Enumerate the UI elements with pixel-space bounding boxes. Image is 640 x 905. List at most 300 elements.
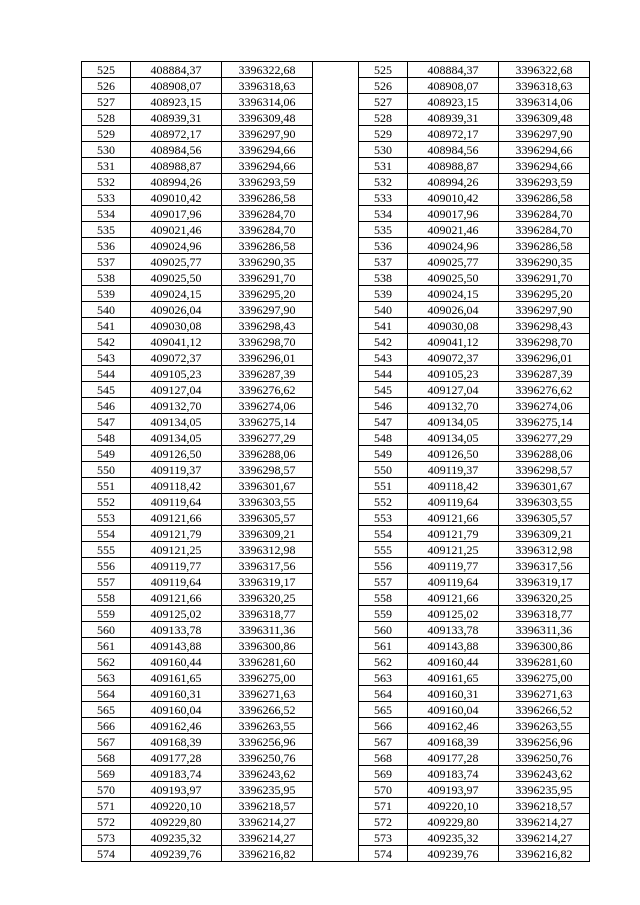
left-point-number-cell: 540: [82, 302, 131, 318]
table-row: [82, 222, 590, 238]
right-point-number-cell: 565: [359, 702, 408, 718]
left-x-coordinate-cell: 409121,79: [131, 526, 222, 542]
left-y-coordinate-cell: 3396256,96: [222, 734, 313, 750]
column-gap-cell: [313, 222, 359, 238]
right-point-number-cell: 567: [359, 734, 408, 750]
left-y-coordinate-cell: 3396317,56: [222, 558, 313, 574]
right-x-coordinate-cell: 409025,50: [408, 270, 499, 286]
left-point-number-cell: 531: [82, 158, 131, 174]
left-point-number-cell: 543: [82, 350, 131, 366]
left-point-number-cell: 572: [82, 814, 131, 830]
right-point-number-cell: 535: [359, 222, 408, 238]
right-point-number-cell: 552: [359, 494, 408, 510]
right-x-coordinate-cell: 408908,07: [408, 78, 499, 94]
left-point-number-cell: 568: [82, 750, 131, 766]
column-gap-cell: [313, 574, 359, 590]
left-x-coordinate-cell: 409134,05: [131, 414, 222, 430]
right-y-coordinate-cell: 3396297,90: [499, 126, 590, 142]
left-y-coordinate-cell: 3396309,48: [222, 110, 313, 126]
left-y-coordinate-cell: 3396275,14: [222, 414, 313, 430]
left-y-coordinate-cell: 3396298,57: [222, 462, 313, 478]
right-y-coordinate-cell: 3396276,62: [499, 382, 590, 398]
right-y-coordinate-cell: 3396294,66: [499, 158, 590, 174]
left-point-number-cell: 553: [82, 510, 131, 526]
column-gap-cell: [313, 238, 359, 254]
left-y-coordinate-cell: 3396297,90: [222, 126, 313, 142]
left-x-coordinate-cell: 408939,31: [131, 110, 222, 126]
column-gap-cell: [313, 446, 359, 462]
column-gap-cell: [313, 62, 359, 78]
left-y-coordinate-cell: 3396309,21: [222, 526, 313, 542]
left-y-coordinate-cell: 3396214,27: [222, 830, 313, 846]
left-point-number-cell: 546: [82, 398, 131, 414]
table-row: [82, 526, 590, 542]
right-y-coordinate-cell: 3396250,76: [499, 750, 590, 766]
right-y-coordinate-cell: 3396298,43: [499, 318, 590, 334]
right-point-number-cell: 562: [359, 654, 408, 670]
column-gap-cell: [313, 622, 359, 638]
right-x-coordinate-cell: 409193,97: [408, 782, 499, 798]
table-row: [82, 190, 590, 206]
left-x-coordinate-cell: 409119,77: [131, 558, 222, 574]
left-point-number-cell: 526: [82, 78, 131, 94]
table-row: [82, 462, 590, 478]
right-point-number-cell: 570: [359, 782, 408, 798]
right-x-coordinate-cell: 409021,46: [408, 222, 499, 238]
column-gap-cell: [313, 254, 359, 270]
right-x-coordinate-cell: 409125,02: [408, 606, 499, 622]
column-gap-cell: [313, 430, 359, 446]
table-row: [82, 366, 590, 382]
left-y-coordinate-cell: 3396290,35: [222, 254, 313, 270]
right-y-coordinate-cell: 3396318,63: [499, 78, 590, 94]
right-y-coordinate-cell: 3396303,55: [499, 494, 590, 510]
left-x-coordinate-cell: 409133,78: [131, 622, 222, 638]
left-y-coordinate-cell: 3396295,20: [222, 286, 313, 302]
right-x-coordinate-cell: 409024,96: [408, 238, 499, 254]
left-point-number-cell: 532: [82, 174, 131, 190]
column-gap-cell: [313, 846, 359, 862]
right-point-number-cell: 556: [359, 558, 408, 574]
left-x-coordinate-cell: 409168,39: [131, 734, 222, 750]
right-x-coordinate-cell: 409134,05: [408, 414, 499, 430]
right-y-coordinate-cell: 3396312,98: [499, 542, 590, 558]
right-x-coordinate-cell: 409239,76: [408, 846, 499, 862]
table-row: [82, 126, 590, 142]
table-row: [82, 510, 590, 526]
left-point-number-cell: 566: [82, 718, 131, 734]
table-row: [82, 398, 590, 414]
right-x-coordinate-cell: 409121,66: [408, 510, 499, 526]
left-x-coordinate-cell: 409235,32: [131, 830, 222, 846]
left-x-coordinate-cell: 409025,50: [131, 270, 222, 286]
column-gap-cell: [313, 542, 359, 558]
right-y-coordinate-cell: 3396266,52: [499, 702, 590, 718]
right-x-coordinate-cell: 409025,77: [408, 254, 499, 270]
left-x-coordinate-cell: 409118,42: [131, 478, 222, 494]
left-x-coordinate-cell: 409239,76: [131, 846, 222, 862]
right-x-coordinate-cell: 409121,79: [408, 526, 499, 542]
left-point-number-cell: 533: [82, 190, 131, 206]
left-x-coordinate-cell: 409132,70: [131, 398, 222, 414]
right-x-coordinate-cell: 409161,65: [408, 670, 499, 686]
column-gap-cell: [313, 190, 359, 206]
right-point-number-cell: 536: [359, 238, 408, 254]
right-x-coordinate-cell: 409160,44: [408, 654, 499, 670]
column-gap-cell: [313, 526, 359, 542]
left-x-coordinate-cell: 409026,04: [131, 302, 222, 318]
right-point-number-cell: 563: [359, 670, 408, 686]
left-y-coordinate-cell: 3396293,59: [222, 174, 313, 190]
left-point-number-cell: 560: [82, 622, 131, 638]
left-point-number-cell: 549: [82, 446, 131, 462]
left-x-coordinate-cell: 409024,15: [131, 286, 222, 302]
left-x-coordinate-cell: 409143,88: [131, 638, 222, 654]
left-x-coordinate-cell: 409160,44: [131, 654, 222, 670]
column-gap-cell: [313, 462, 359, 478]
right-y-coordinate-cell: 3396284,70: [499, 222, 590, 238]
left-x-coordinate-cell: 409160,04: [131, 702, 222, 718]
right-y-coordinate-cell: 3396290,35: [499, 254, 590, 270]
right-y-coordinate-cell: 3396218,57: [499, 798, 590, 814]
left-x-coordinate-cell: 409121,66: [131, 590, 222, 606]
left-y-coordinate-cell: 3396297,90: [222, 302, 313, 318]
left-point-number-cell: 544: [82, 366, 131, 382]
left-x-coordinate-cell: 409024,96: [131, 238, 222, 254]
right-y-coordinate-cell: 3396263,55: [499, 718, 590, 734]
left-point-number-cell: 534: [82, 206, 131, 222]
column-gap-cell: [313, 494, 359, 510]
right-point-number-cell: 557: [359, 574, 408, 590]
right-x-coordinate-cell: 409133,78: [408, 622, 499, 638]
left-x-coordinate-cell: 409220,10: [131, 798, 222, 814]
table-row: [82, 78, 590, 94]
column-gap-cell: [313, 510, 359, 526]
right-x-coordinate-cell: 408988,87: [408, 158, 499, 174]
left-point-number-cell: 550: [82, 462, 131, 478]
column-gap-cell: [313, 350, 359, 366]
table-row: [82, 286, 590, 302]
right-x-coordinate-cell: 409026,04: [408, 302, 499, 318]
table-row: [82, 238, 590, 254]
left-x-coordinate-cell: 409010,42: [131, 190, 222, 206]
right-x-coordinate-cell: 409119,64: [408, 574, 499, 590]
right-x-coordinate-cell: 409041,12: [408, 334, 499, 350]
right-point-number-cell: 545: [359, 382, 408, 398]
left-y-coordinate-cell: 3396319,17: [222, 574, 313, 590]
column-gap-cell: [313, 270, 359, 286]
left-point-number-cell: 558: [82, 590, 131, 606]
table-row: [82, 382, 590, 398]
table-row: [82, 206, 590, 222]
left-y-coordinate-cell: 3396311,36: [222, 622, 313, 638]
right-point-number-cell: 568: [359, 750, 408, 766]
right-y-coordinate-cell: 3396317,56: [499, 558, 590, 574]
left-y-coordinate-cell: 3396218,57: [222, 798, 313, 814]
left-x-coordinate-cell: 408923,15: [131, 94, 222, 110]
right-y-coordinate-cell: 3396277,29: [499, 430, 590, 446]
left-point-number-cell: 527: [82, 94, 131, 110]
table-row: [82, 302, 590, 318]
left-y-coordinate-cell: 3396235,95: [222, 782, 313, 798]
right-point-number-cell: 560: [359, 622, 408, 638]
right-y-coordinate-cell: 3396291,70: [499, 270, 590, 286]
right-point-number-cell: 551: [359, 478, 408, 494]
right-x-coordinate-cell: 409126,50: [408, 446, 499, 462]
left-point-number-cell: 567: [82, 734, 131, 750]
table-row: [82, 94, 590, 110]
left-point-number-cell: 548: [82, 430, 131, 446]
right-y-coordinate-cell: 3396216,82: [499, 846, 590, 862]
table-row: [82, 542, 590, 558]
table-row: [82, 174, 590, 190]
right-y-coordinate-cell: 3396274,06: [499, 398, 590, 414]
left-point-number-cell: 541: [82, 318, 131, 334]
column-gap-cell: [313, 206, 359, 222]
table-row: [82, 814, 590, 830]
left-point-number-cell: 556: [82, 558, 131, 574]
column-gap-cell: [313, 286, 359, 302]
left-y-coordinate-cell: 3396320,25: [222, 590, 313, 606]
table-row: [82, 318, 590, 334]
table-row: [82, 654, 590, 670]
column-gap-cell: [313, 702, 359, 718]
table-row: [82, 142, 590, 158]
table-row: [82, 622, 590, 638]
table-row: [82, 334, 590, 350]
table-row: [82, 846, 590, 862]
right-point-number-cell: 528: [359, 110, 408, 126]
left-y-coordinate-cell: 3396314,06: [222, 94, 313, 110]
right-x-coordinate-cell: 408939,31: [408, 110, 499, 126]
table-row: [82, 590, 590, 606]
left-x-coordinate-cell: 409229,80: [131, 814, 222, 830]
table-row: [82, 606, 590, 622]
column-gap-cell: [313, 142, 359, 158]
right-point-number-cell: 543: [359, 350, 408, 366]
right-x-coordinate-cell: 408972,17: [408, 126, 499, 142]
right-x-coordinate-cell: 409105,23: [408, 366, 499, 382]
left-y-coordinate-cell: 3396284,70: [222, 222, 313, 238]
right-point-number-cell: 549: [359, 446, 408, 462]
table-row: [82, 62, 590, 78]
right-y-coordinate-cell: 3396284,70: [499, 206, 590, 222]
left-y-coordinate-cell: 3396216,82: [222, 846, 313, 862]
right-x-coordinate-cell: 409143,88: [408, 638, 499, 654]
left-x-coordinate-cell: 408908,07: [131, 78, 222, 94]
table-row: [82, 798, 590, 814]
column-gap-cell: [313, 318, 359, 334]
column-gap-cell: [313, 94, 359, 110]
left-y-coordinate-cell: 3396284,70: [222, 206, 313, 222]
right-y-coordinate-cell: 3396297,90: [499, 302, 590, 318]
right-x-coordinate-cell: 409220,10: [408, 798, 499, 814]
left-y-coordinate-cell: 3396243,62: [222, 766, 313, 782]
left-point-number-cell: 552: [82, 494, 131, 510]
right-x-coordinate-cell: 408994,26: [408, 174, 499, 190]
left-x-coordinate-cell: 409119,64: [131, 494, 222, 510]
left-point-number-cell: 554: [82, 526, 131, 542]
right-y-coordinate-cell: 3396319,17: [499, 574, 590, 590]
left-point-number-cell: 551: [82, 478, 131, 494]
left-y-coordinate-cell: 3396318,63: [222, 78, 313, 94]
table-row: [82, 686, 590, 702]
right-point-number-cell: 555: [359, 542, 408, 558]
left-y-coordinate-cell: 3396322,68: [222, 62, 313, 78]
right-point-number-cell: 531: [359, 158, 408, 174]
right-point-number-cell: 547: [359, 414, 408, 430]
left-y-coordinate-cell: 3396214,27: [222, 814, 313, 830]
right-x-coordinate-cell: 409183,74: [408, 766, 499, 782]
right-x-coordinate-cell: 409160,31: [408, 686, 499, 702]
right-x-coordinate-cell: 408884,37: [408, 62, 499, 78]
table-row: [82, 766, 590, 782]
right-point-number-cell: 558: [359, 590, 408, 606]
right-point-number-cell: 539: [359, 286, 408, 302]
left-point-number-cell: 555: [82, 542, 131, 558]
left-x-coordinate-cell: 409126,50: [131, 446, 222, 462]
left-x-coordinate-cell: 408994,26: [131, 174, 222, 190]
left-y-coordinate-cell: 3396296,01: [222, 350, 313, 366]
left-point-number-cell: 557: [82, 574, 131, 590]
right-point-number-cell: 529: [359, 126, 408, 142]
left-x-coordinate-cell: 409121,25: [131, 542, 222, 558]
left-y-coordinate-cell: 3396277,29: [222, 430, 313, 446]
column-gap-cell: [313, 398, 359, 414]
right-y-coordinate-cell: 3396300,86: [499, 638, 590, 654]
table-row: [82, 638, 590, 654]
left-y-coordinate-cell: 3396305,57: [222, 510, 313, 526]
left-x-coordinate-cell: 409160,31: [131, 686, 222, 702]
left-x-coordinate-cell: 409072,37: [131, 350, 222, 366]
left-point-number-cell: 539: [82, 286, 131, 302]
left-x-coordinate-cell: 409121,66: [131, 510, 222, 526]
table-row: [82, 494, 590, 510]
left-x-coordinate-cell: 409193,97: [131, 782, 222, 798]
right-y-coordinate-cell: 3396286,58: [499, 190, 590, 206]
left-point-number-cell: 536: [82, 238, 131, 254]
right-point-number-cell: 537: [359, 254, 408, 270]
column-gap-cell: [313, 382, 359, 398]
left-x-coordinate-cell: 409119,37: [131, 462, 222, 478]
left-x-coordinate-cell: 409127,04: [131, 382, 222, 398]
right-y-coordinate-cell: 3396214,27: [499, 830, 590, 846]
left-point-number-cell: 562: [82, 654, 131, 670]
right-y-coordinate-cell: 3396301,67: [499, 478, 590, 494]
right-y-coordinate-cell: 3396309,21: [499, 526, 590, 542]
left-y-coordinate-cell: 3396250,76: [222, 750, 313, 766]
left-x-coordinate-cell: 409105,23: [131, 366, 222, 382]
left-point-number-cell: 559: [82, 606, 131, 622]
column-gap-cell: [313, 78, 359, 94]
left-x-coordinate-cell: 408984,56: [131, 142, 222, 158]
right-point-number-cell: 566: [359, 718, 408, 734]
right-x-coordinate-cell: 409229,80: [408, 814, 499, 830]
right-point-number-cell: 550: [359, 462, 408, 478]
right-y-coordinate-cell: 3396275,14: [499, 414, 590, 430]
left-point-number-cell: 571: [82, 798, 131, 814]
right-y-coordinate-cell: 3396256,96: [499, 734, 590, 750]
left-y-coordinate-cell: 3396286,58: [222, 238, 313, 254]
table-row: [82, 702, 590, 718]
left-y-coordinate-cell: 3396288,06: [222, 446, 313, 462]
right-x-coordinate-cell: 409134,05: [408, 430, 499, 446]
column-gap-cell: [313, 766, 359, 782]
column-gap-cell: [313, 558, 359, 574]
right-y-coordinate-cell: 3396320,25: [499, 590, 590, 606]
column-gap-cell: [313, 334, 359, 350]
right-x-coordinate-cell: 409235,32: [408, 830, 499, 846]
left-point-number-cell: 537: [82, 254, 131, 270]
right-point-number-cell: 542: [359, 334, 408, 350]
left-point-number-cell: 563: [82, 670, 131, 686]
left-y-coordinate-cell: 3396318,77: [222, 606, 313, 622]
left-y-coordinate-cell: 3396291,70: [222, 270, 313, 286]
left-x-coordinate-cell: 408972,17: [131, 126, 222, 142]
left-y-coordinate-cell: 3396274,06: [222, 398, 313, 414]
left-x-coordinate-cell: 409161,65: [131, 670, 222, 686]
column-gap-cell: [313, 590, 359, 606]
right-point-number-cell: 541: [359, 318, 408, 334]
right-x-coordinate-cell: 409119,37: [408, 462, 499, 478]
left-x-coordinate-cell: 409183,74: [131, 766, 222, 782]
right-y-coordinate-cell: 3396271,63: [499, 686, 590, 702]
table-row: [82, 254, 590, 270]
table-row: [82, 414, 590, 430]
column-gap-cell: [313, 110, 359, 126]
left-point-number-cell: 574: [82, 846, 131, 862]
left-x-coordinate-cell: 409041,12: [131, 334, 222, 350]
right-x-coordinate-cell: 408923,15: [408, 94, 499, 110]
column-gap-cell: [313, 478, 359, 494]
coordinates-table-body: [82, 62, 590, 862]
right-x-coordinate-cell: 408984,56: [408, 142, 499, 158]
left-x-coordinate-cell: 409177,28: [131, 750, 222, 766]
right-y-coordinate-cell: 3396281,60: [499, 654, 590, 670]
right-x-coordinate-cell: 409127,04: [408, 382, 499, 398]
right-x-coordinate-cell: 409132,70: [408, 398, 499, 414]
right-y-coordinate-cell: 3396305,57: [499, 510, 590, 526]
column-gap-cell: [313, 638, 359, 654]
table-row: [82, 478, 590, 494]
table-row: [82, 270, 590, 286]
right-y-coordinate-cell: 3396235,95: [499, 782, 590, 798]
left-point-number-cell: 547: [82, 414, 131, 430]
left-point-number-cell: 542: [82, 334, 131, 350]
left-x-coordinate-cell: 409162,46: [131, 718, 222, 734]
right-y-coordinate-cell: 3396294,66: [499, 142, 590, 158]
coordinates-table: [81, 61, 590, 862]
right-point-number-cell: 526: [359, 78, 408, 94]
table-row: [82, 110, 590, 126]
right-x-coordinate-cell: 409121,25: [408, 542, 499, 558]
left-point-number-cell: 545: [82, 382, 131, 398]
right-y-coordinate-cell: 3396286,58: [499, 238, 590, 254]
left-x-coordinate-cell: 409025,77: [131, 254, 222, 270]
right-point-number-cell: 532: [359, 174, 408, 190]
left-x-coordinate-cell: 408988,87: [131, 158, 222, 174]
left-x-coordinate-cell: 409134,05: [131, 430, 222, 446]
table-row: [82, 734, 590, 750]
right-x-coordinate-cell: 409177,28: [408, 750, 499, 766]
right-y-coordinate-cell: 3396287,39: [499, 366, 590, 382]
left-y-coordinate-cell: 3396312,98: [222, 542, 313, 558]
right-point-number-cell: 564: [359, 686, 408, 702]
right-point-number-cell: 534: [359, 206, 408, 222]
column-gap-cell: [313, 126, 359, 142]
left-y-coordinate-cell: 3396298,43: [222, 318, 313, 334]
column-gap-cell: [313, 718, 359, 734]
